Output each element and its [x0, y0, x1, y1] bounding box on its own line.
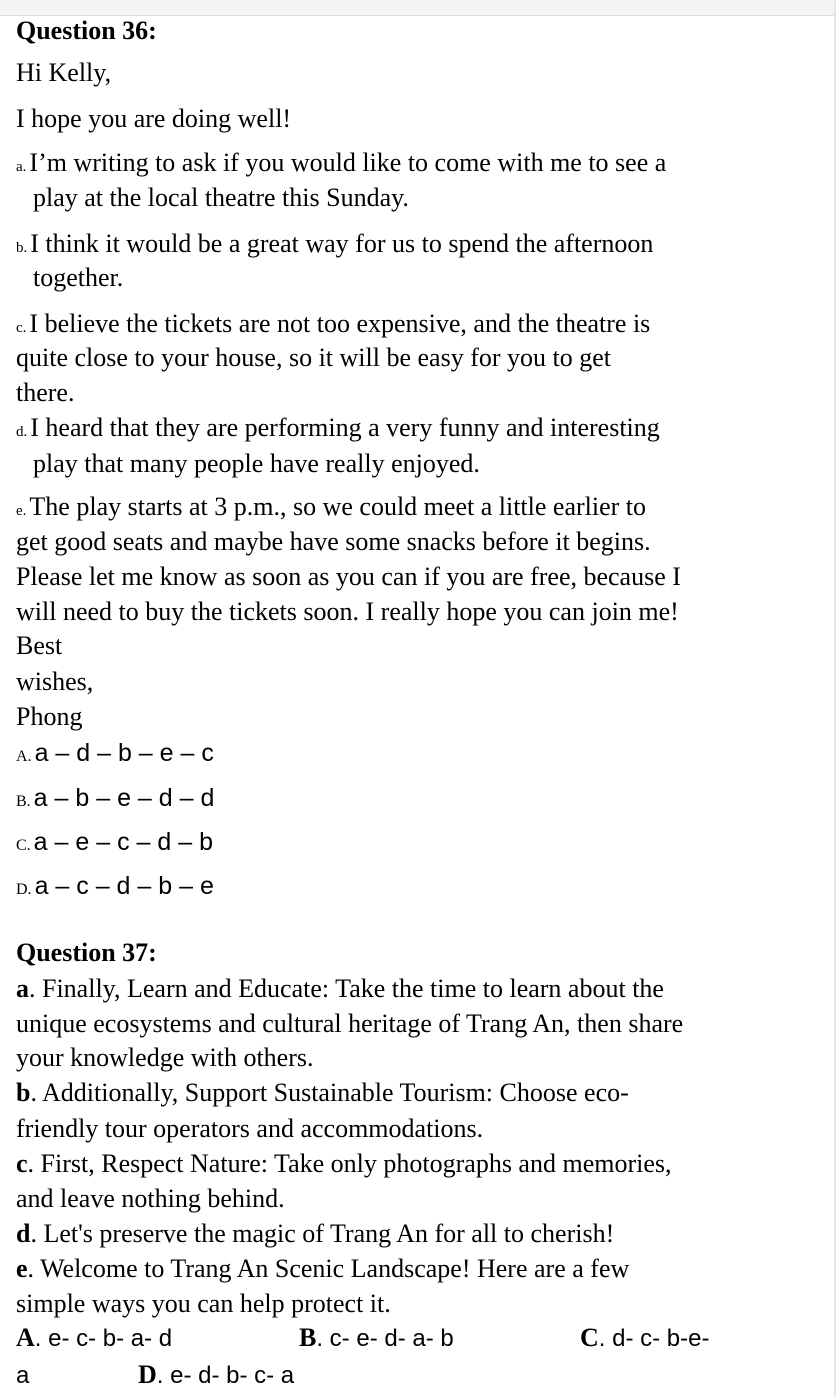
q36-option-b-label: B.	[16, 793, 31, 810]
q37-item-d-letter: d	[16, 1219, 31, 1248]
q37-option-a-text: . e- c- b- a- d	[34, 1325, 173, 1352]
item-e-line-2: get good seats and maybe have some snacks before it begins.	[16, 527, 651, 556]
q36-option-c-text: a – e – c – d – b	[33, 828, 213, 856]
item-b-line-2: together.	[33, 263, 124, 292]
q37-item-a-line-2: unique ecosystems and cultural heritage of Trang An, then share	[16, 1009, 684, 1038]
q36-option-c[interactable]	[16, 827, 213, 861]
closing-line-2: will need to buy the tickets soon. I really hope you can join me!	[16, 597, 679, 626]
q36-option-d-label: D.	[16, 881, 32, 898]
item-d-letter: d.	[16, 424, 28, 440]
q37-item-e-line-1	[16, 1254, 629, 1284]
q37-option-d[interactable]	[138, 1360, 294, 1391]
q37-option-a[interactable]	[16, 1323, 172, 1354]
q37-item-b-text: . Additionally, Support Sustainable Tourism: Choose eco-	[30, 1078, 629, 1107]
q37-item-a-line-1	[16, 974, 664, 1004]
item-e-line-1	[16, 492, 646, 526]
q36-option-d-text: a – c – d – b – e	[34, 872, 214, 900]
q37-item-b-line-1	[16, 1078, 629, 1108]
q37-option-c[interactable]	[580, 1323, 709, 1354]
letter-greeting: Hi Kelly,	[16, 58, 112, 87]
q37-option-c-wrap	[16, 1360, 29, 1391]
item-c-line-2: quite close to your house, so it will be easy for you to get	[16, 343, 612, 372]
q37-item-c-line-2: and leave nothing behind.	[16, 1184, 285, 1213]
q37-item-e-text: . Welcome to Trang An Scenic Landscape! Here are a few	[27, 1254, 630, 1283]
q36-option-b-text: a – b – e – d – d	[33, 784, 215, 812]
q37-item-b-letter: b	[16, 1078, 31, 1107]
item-a-text: I’m writing to ask if you would like to come with me to see a	[29, 148, 667, 177]
q37-option-c-label: C	[580, 1323, 599, 1352]
item-e-letter: e.	[16, 503, 27, 519]
signature-name: Phong	[16, 702, 83, 731]
item-c-line-1	[16, 309, 650, 343]
signoff-best: Best	[16, 631, 63, 660]
q37-option-c-wrap-text: a	[16, 1362, 30, 1389]
item-c-line-3: there.	[16, 378, 75, 407]
q37-option-a-label: A	[16, 1323, 35, 1352]
q37-item-a-line-3: your knowledge with others.	[16, 1043, 314, 1072]
item-d-line-2: play that many people have really enjoyed.	[33, 449, 480, 478]
q37-item-e-letter: e	[16, 1254, 28, 1283]
q36-option-b[interactable]	[16, 783, 214, 817]
signoff-wishes: wishes,	[16, 667, 94, 696]
item-d-text: I heard that they are performing a very funny and interesting	[30, 413, 660, 442]
item-c-letter: c.	[16, 320, 27, 336]
q37-item-c-text: . First, Respect Nature: Take only photographs and memories,	[27, 1149, 672, 1178]
q37-option-d-text: . e- d- b- c- a	[156, 1362, 295, 1389]
q37-option-b-label: B	[299, 1323, 317, 1352]
item-d-line-1	[16, 413, 660, 447]
top-bar	[0, 0, 836, 16]
q36-option-c-label: C.	[16, 837, 31, 854]
q36-option-a-label: A.	[16, 748, 32, 765]
q36-option-a-text: a – d – b – e – c	[34, 739, 214, 767]
q37-item-b-line-2: friendly tour operators and accommodations.	[16, 1114, 484, 1143]
question-36-heading: Question 36:	[16, 16, 157, 45]
item-b-letter: b.	[16, 240, 28, 256]
item-a-letter: a.	[16, 159, 27, 175]
q37-item-d-text: . Let's preserve the magic of Trang An for all to cherish!	[30, 1219, 615, 1248]
q36-option-a[interactable]	[16, 738, 214, 772]
q37-option-b-text: . c- e- d- a- b	[316, 1325, 454, 1352]
item-e-text: The play starts at 3 p.m., so we could meet a little earlier to	[29, 492, 647, 521]
q37-item-a-letter: a	[16, 974, 29, 1003]
q37-item-a-text: . Finally, Learn and Educate: Take the time to learn about the	[29, 974, 664, 1003]
q37-option-b[interactable]	[299, 1323, 454, 1354]
q37-option-d-label: D	[138, 1360, 157, 1389]
letter-intro: I hope you are doing well!	[16, 104, 292, 133]
question-37-heading: Question 37:	[16, 938, 157, 967]
q37-item-d-line-1	[16, 1219, 614, 1249]
item-a-line-1	[16, 148, 666, 182]
q37-item-e-line-2: simple ways you can help protect it.	[16, 1289, 391, 1318]
q36-option-d[interactable]	[16, 871, 214, 905]
closing-line-1: Please let me know as soon as you can if you are free, because I	[16, 562, 681, 591]
item-b-text: I think it would be a great way for us to spend the afternoon	[30, 229, 654, 258]
item-c-text: I believe the tickets are not too expensive, and the theatre is	[29, 309, 651, 338]
item-b-line-1	[16, 229, 653, 263]
q37-item-c-line-1	[16, 1149, 672, 1179]
q37-option-c-text: . d- c- b-e-	[598, 1325, 710, 1352]
q37-item-c-letter: c	[16, 1149, 28, 1178]
item-a-line-2: play at the local theatre this Sunday.	[33, 183, 409, 212]
